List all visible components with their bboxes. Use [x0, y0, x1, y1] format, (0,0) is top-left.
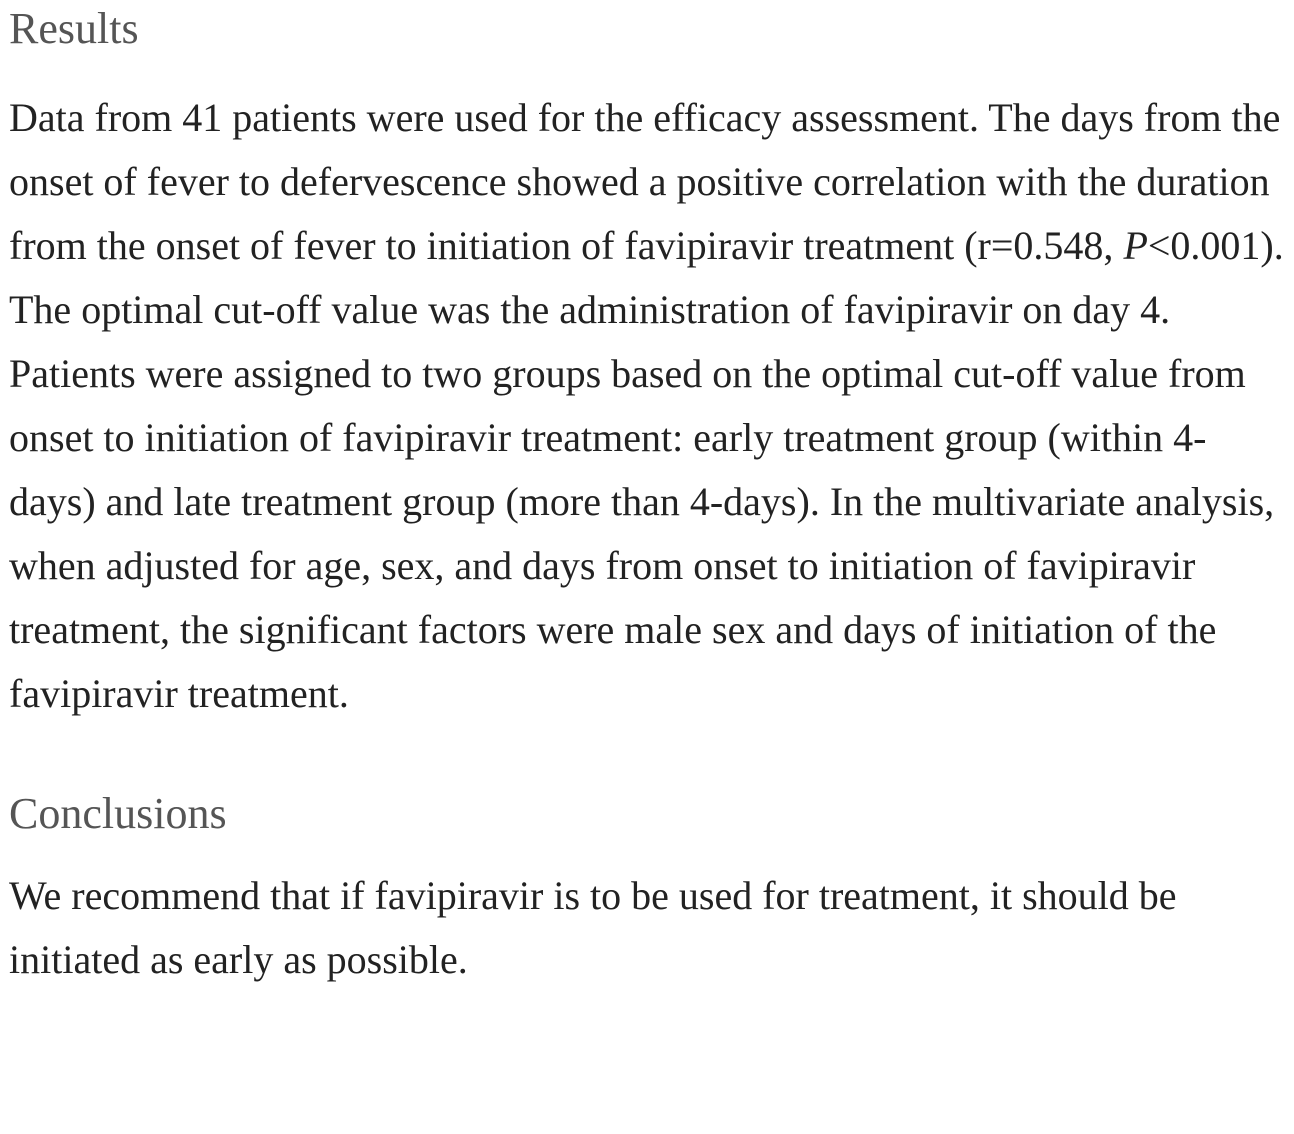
abstract-content — [9, 0, 1289, 992]
conclusions-paragraph: We recommend that if favipiravir is to be used for treatment, it should be initiated as early as possible. — [9, 873, 1177, 982]
results-paragraph — [9, 86, 1289, 726]
results-text-part1: Data from 41 patients were used for the efficacy assessment. The days from the onset of fever to defervescence showed a positive correlation with the duration from the onset of fever to initiation of favipiravir treatment (r=0.548, — [9, 95, 1281, 268]
results-text-part2: <0.001). The optimal cut-off value was the administration of favipiravir on day 4. Patients were assigned to two groups based on the optimal cut-off value from onset to initiation of favipiravir treatment: early treatment group (within 4-days) and late treatment group (more than 4-days). In the multivariate analysis, when adjusted for age, sex, and days from onset to initiation of favipiravir treatment, the significant factors were male sex and days of initiation of the favipiravir treatment. — [9, 223, 1284, 716]
p-value-symbol: P — [1123, 223, 1148, 268]
conclusions-heading: Conclusions — [9, 789, 227, 838]
results-heading: Results — [9, 4, 139, 53]
